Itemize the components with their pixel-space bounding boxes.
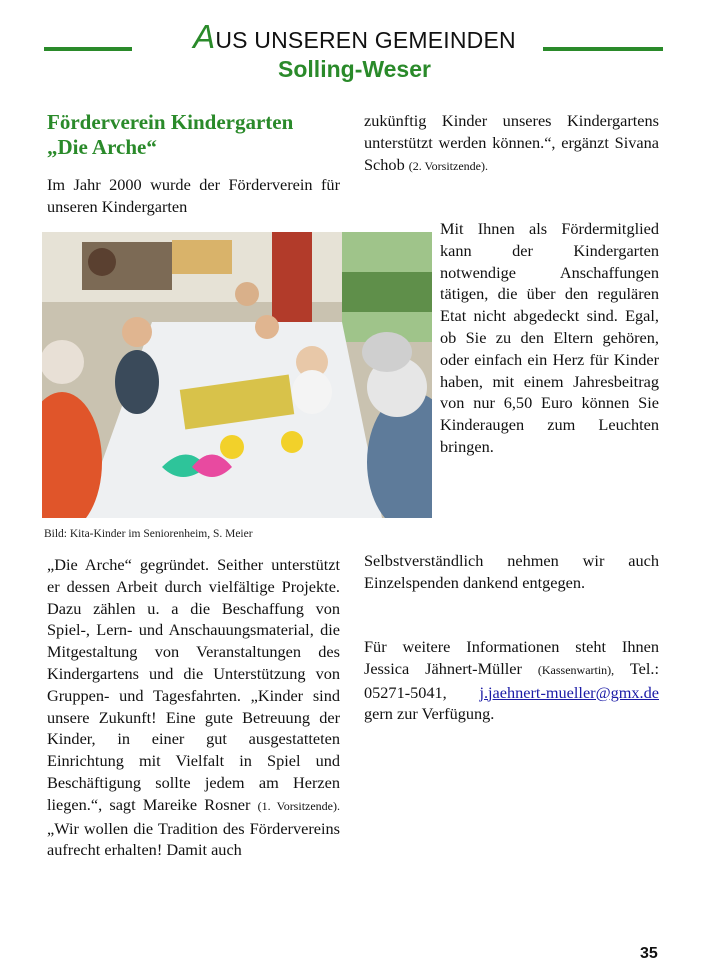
- main-role: (1. Vorsitzende).: [257, 798, 340, 813]
- page-number: 35: [640, 945, 658, 962]
- contact-text: Für weitere Informationen steht Ihnen Jessica Jähnert-Müller: [364, 637, 659, 678]
- section-title: [0, 18, 709, 56]
- section-title-initial: A: [193, 18, 216, 55]
- photo-caption: Bild: Kita-Kinder im Seniorenheim, S. Meier: [44, 528, 253, 540]
- continuation-role: (2. Vorsitzende).: [408, 158, 488, 173]
- continuation-text: zukünftig Kinder unseres Kindergartens unterstützt werden können.“, ergänzt Sivana Schob: [364, 111, 659, 174]
- article-heading-line1: Förderverein Kindergarten: [47, 110, 294, 134]
- article-heading: [47, 110, 347, 160]
- donations-paragraph: Selbstverständlich nehmen wir auch Einzelspenden dankend entgegen.: [364, 551, 659, 592]
- main-text-part2: „Wir wollen die Tradition des Fördervereins aufrecht erhalten! Damit auch: [47, 818, 340, 860]
- contact-role: (Kassenwartin),: [537, 662, 615, 677]
- contact-email-link[interactable]: j.jaehnert-mueller@gmx.de: [479, 682, 659, 702]
- contact-end: gern zur Verfügung.: [364, 704, 495, 724]
- article-heading-line2: „Die Arche“: [47, 135, 157, 159]
- continuation-paragraph: [364, 110, 659, 177]
- main-text-part1: „Die Arche“ gegründet. Seither unterstützt er dessen Arbeit durch vielfältige Projekte. Dazu zählen u. a die Beschaffung von Spiel-, Lern- und Anschauungsmaterial, die Mitgestaltung von Veranstaltungen des Kindergartens und die Unterstützung von Gruppen- und Tagesfahrten. „Kinder sind unsere Zukunft! Eine gute Betreuung der Kinder, in einer gut ausgestatteten Einrichtung mit Vielfalt in Spiel und Beschäftigung sollte jedem am Herzen liegen.“, sagt Mareike Rosner: [47, 555, 340, 814]
- contact-paragraph: [364, 636, 659, 725]
- contact-phone: Tel.: 05271-5041,: [364, 658, 659, 702]
- main-paragraph: [47, 554, 340, 861]
- section-title-rest: US UNSEREN GEMEINDEN: [215, 27, 516, 53]
- kita-photo: [42, 232, 432, 518]
- kita-photo-illustration: [42, 232, 432, 518]
- region-name: Solling-Weser: [278, 56, 431, 82]
- intro-paragraph: Im Jahr 2000 wurde der Förderverein für unseren Kindergarten: [47, 175, 340, 216]
- membership-paragraph: Mit Ihnen als Fördermitglied kann der Kindergarten notwendige Anschaffungen tätigen, die über den regulären Etat nicht abgedeckt sind. Egal, ob Sie zu den Eltern gehören, oder einfach ein Herz für Kinder haben, mit einem Jahresbeitrag von nur 6,50 Euro können Sie Kinderaugen zum Leuchten bringen.: [440, 219, 659, 456]
